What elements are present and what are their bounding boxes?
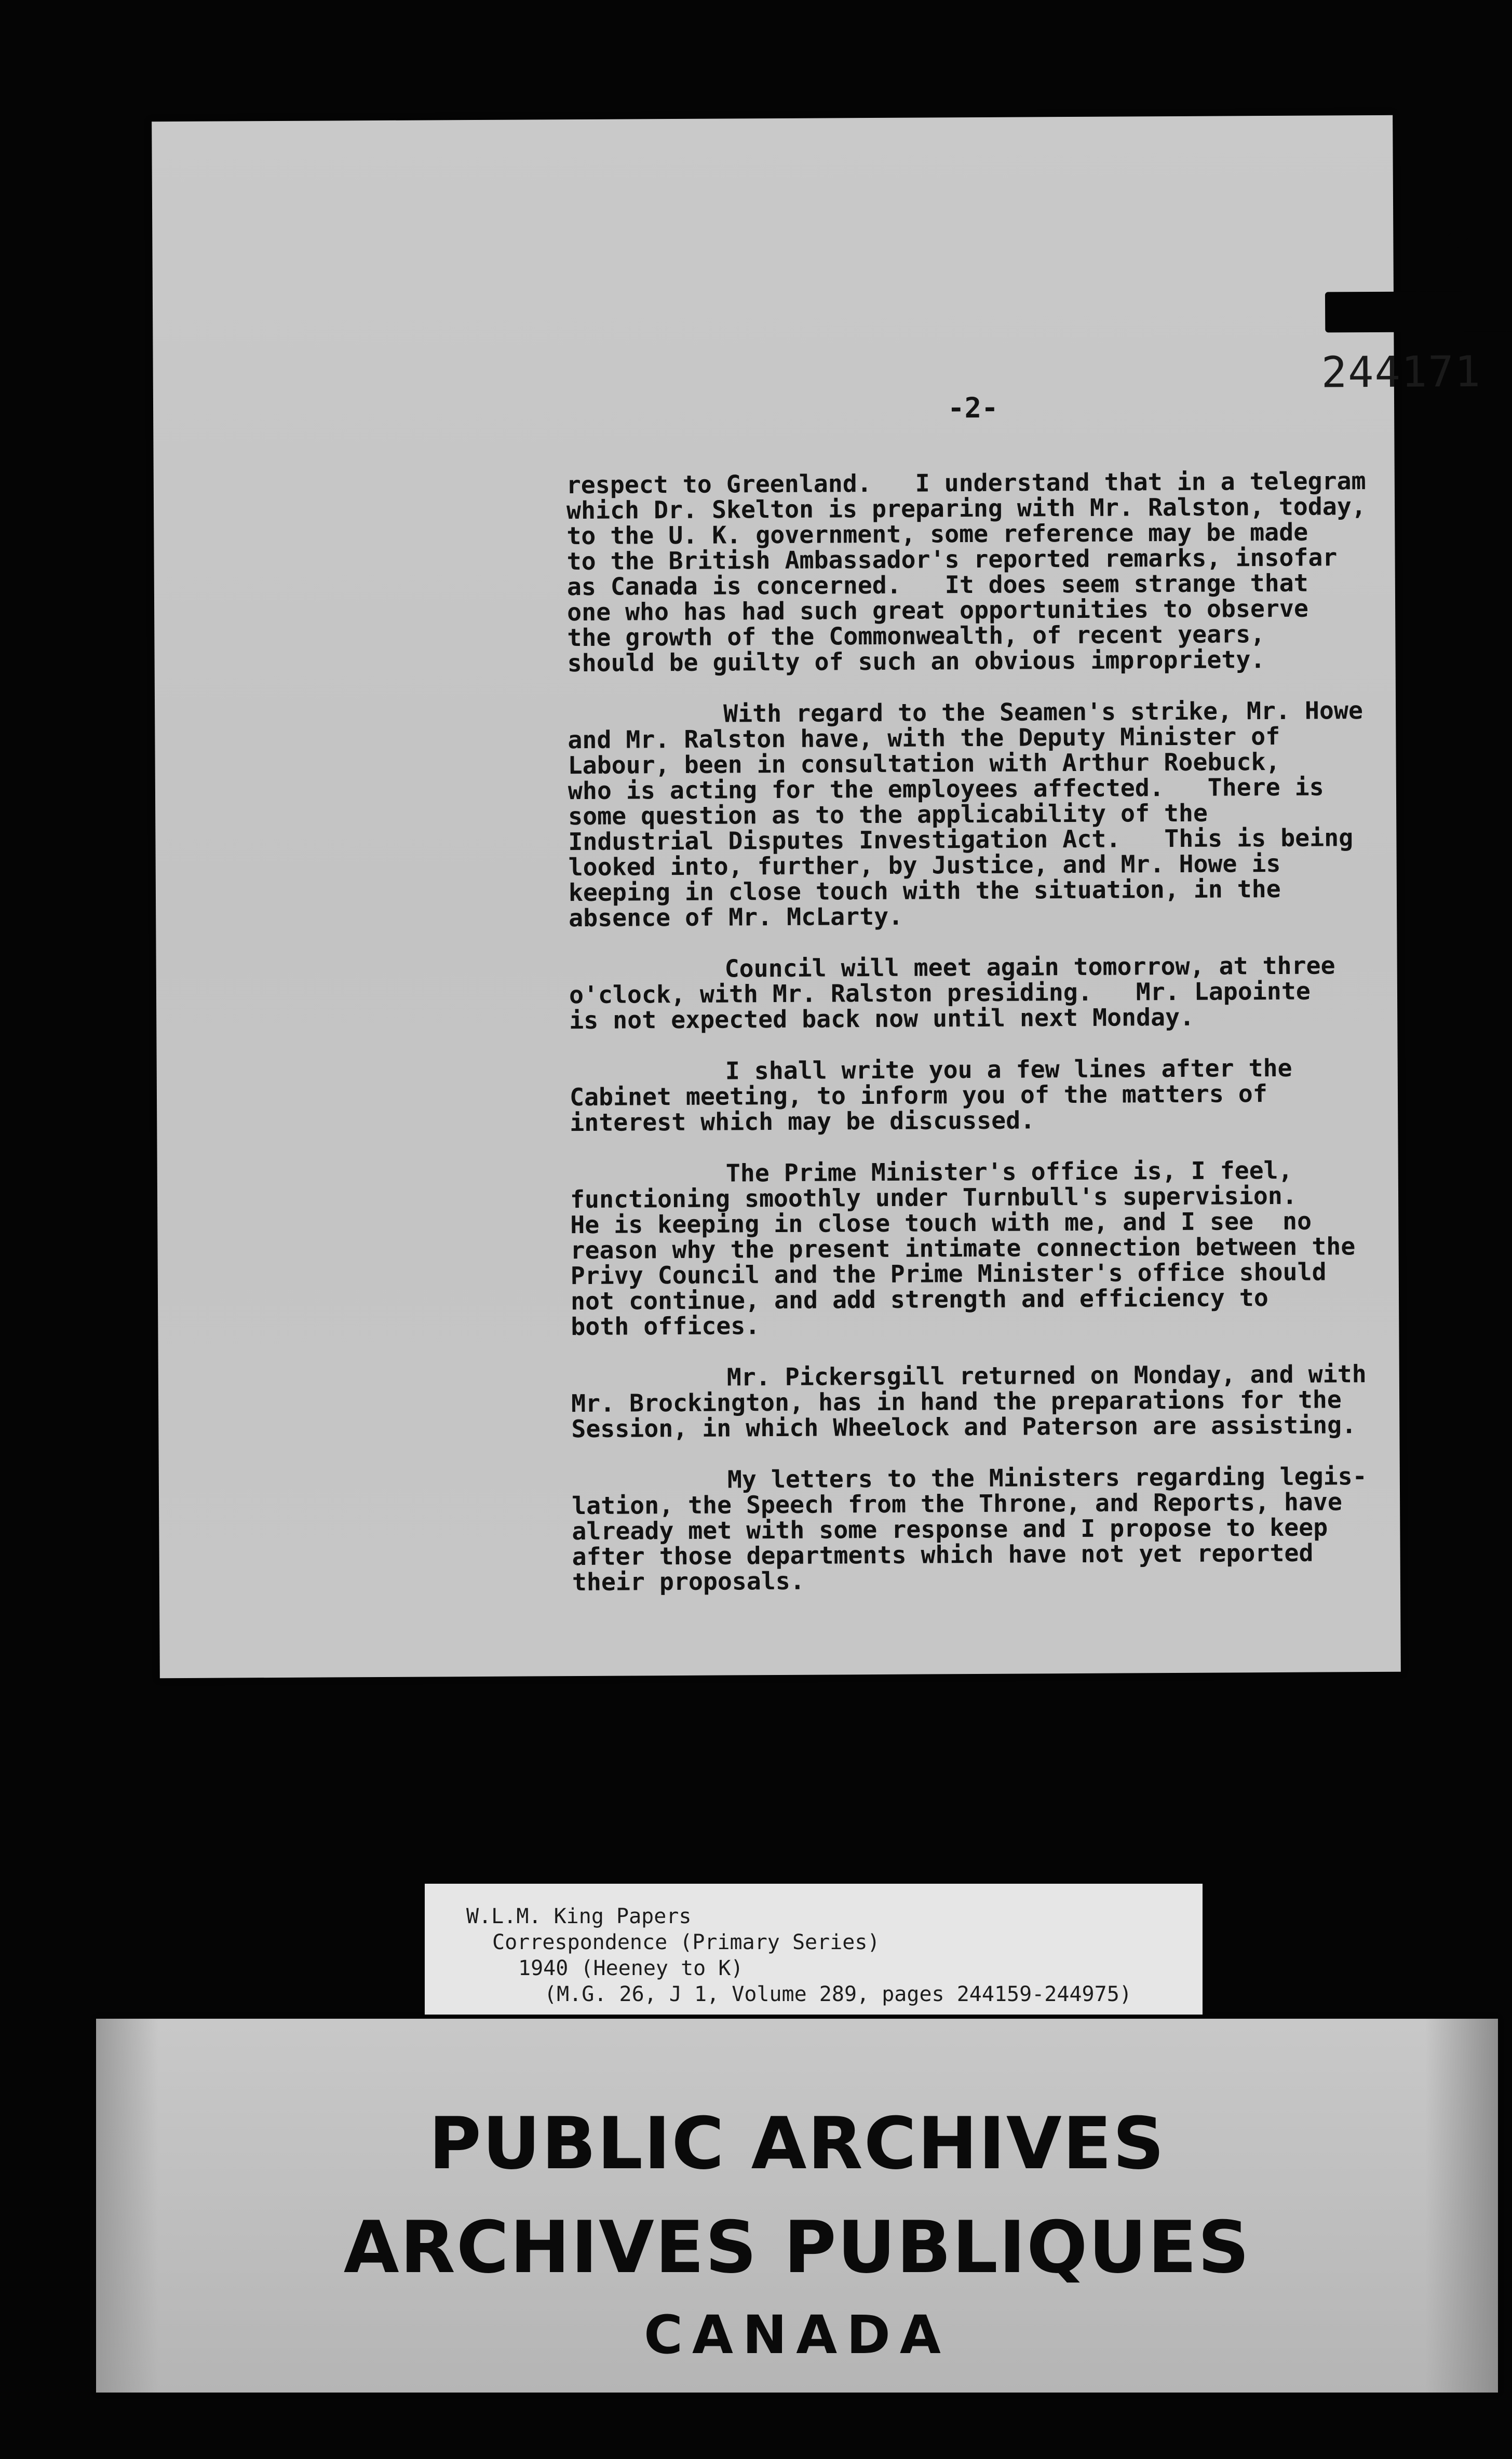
text-line: I shall write you a few lines after the: [725, 1053, 1292, 1085]
text-line: Cabinet meeting, to inform you of the matters of: [569, 1079, 1267, 1112]
document-page: [152, 115, 1482, 1678]
text-line: functioning smoothly under Turnbull's supervision.: [570, 1181, 1297, 1214]
text-line: Mr. Pickersgill returned on Monday, and with: [726, 1360, 1367, 1391]
text-line: reason why the present intimate connection between the: [570, 1232, 1356, 1265]
text-line: as Canada is concerned. It does seem strange that: [566, 569, 1308, 601]
text-line: which Dr. Skelton is preparing with Mr. Ralston, today,: [566, 492, 1366, 525]
text-line: both offices.: [571, 1312, 760, 1341]
text-line: looked into, further, by Justice, and Mr. Howe is: [568, 849, 1281, 882]
paragraph: [566, 468, 1450, 676]
text-line: who is acting for the employees affected. There is: [568, 773, 1324, 805]
letter-body: [566, 468, 1455, 1621]
text-line: lation, the Speech from the Throne, and Reports, have: [571, 1488, 1343, 1520]
public-archives-banner: [96, 2019, 1498, 2393]
text-line: not continue, and add strength and efficiency to: [570, 1283, 1268, 1316]
text-line: and Mr. Ralston have, with the Deputy Minister of: [568, 722, 1280, 754]
text-line: after those departments which have not yet reported: [572, 1538, 1314, 1571]
text-line: respect to Greenland. I understand that in a telegram: [566, 467, 1366, 499]
text-line: the growth of the Commonwealth, of recent years,: [567, 620, 1265, 652]
text-line: He is keeping in close touch with me, and I see no: [570, 1207, 1312, 1239]
text-line: Session, in which Wheelock and Paterson are assisting.: [571, 1411, 1357, 1443]
banner-line-french: ARCHIVES PUBLIQUES: [343, 2206, 1251, 2289]
label-line-collection: W.L.M. King Papers: [466, 1904, 692, 1928]
text-line: some question as to the applicability of the: [568, 799, 1208, 831]
text-line: With regard to the Seamen's strike, Mr. Howe: [723, 696, 1364, 728]
text-line: already met with some response and I propose to keep: [572, 1513, 1328, 1546]
text-line: o'clock, with Mr. Ralston presiding. Mr. Lapointe: [569, 977, 1311, 1009]
text-line: to the U. K. government, some reference may be made: [566, 518, 1308, 550]
archive-label-card: [425, 1884, 1203, 2015]
paragraph: [571, 1361, 1454, 1442]
page-number: -2-: [947, 391, 998, 425]
paragraph: [570, 1055, 1453, 1136]
archive-label-text: [466, 1903, 1132, 2007]
text-line: absence of Mr. McLarty.: [569, 902, 903, 933]
document-number: 244171: [1321, 347, 1482, 398]
text-line: Council will meet again tomorrow, at three: [724, 951, 1335, 983]
paragraph: [568, 697, 1451, 931]
paragraph: [572, 1463, 1455, 1595]
text-line: Privy Council and the Prime Minister's office should: [570, 1258, 1327, 1290]
text-line: The Prime Minister's office is, I feel,: [725, 1156, 1293, 1187]
label-line-series: Correspondence (Primary Series): [492, 1930, 880, 1954]
text-line: one who has had such great opportunities to observe: [566, 594, 1309, 627]
text-line: Labour, been in consultation with Arthur Roebuck,: [568, 747, 1280, 780]
corner-mark: [1447, 226, 1469, 248]
label-line-year: 1940 (Heeney to K): [518, 1956, 744, 1980]
banner-line-country: CANADA: [644, 2304, 950, 2366]
text-line: their proposals.: [572, 1566, 805, 1597]
text-line: My letters to the Ministers regarding legis-: [727, 1462, 1367, 1494]
text-line: interest which may be discussed.: [570, 1106, 1035, 1137]
text-line: should be guilty of such an obvious impropriety.: [567, 645, 1265, 678]
redaction-bar: [1325, 291, 1512, 332]
label-line-reference: (M.G. 26, J 1, Volume 289, pages 244159-244975): [544, 1982, 1132, 2006]
paragraph: [569, 952, 1452, 1033]
banner-line-english: PUBLIC ARCHIVES: [428, 2102, 1166, 2185]
text-line: keeping in close touch with the situation, in the: [568, 874, 1281, 907]
text-line: to the British Ambassador's reported remarks, insofar: [566, 543, 1338, 576]
text-line: is not expected back now until next Monday.: [569, 1003, 1195, 1035]
text-line: Industrial Disputes Investigation Act. This is being: [568, 823, 1354, 856]
paragraph: [570, 1157, 1454, 1340]
text-line: Mr. Brockington, has in hand the preparations for the: [571, 1385, 1342, 1418]
